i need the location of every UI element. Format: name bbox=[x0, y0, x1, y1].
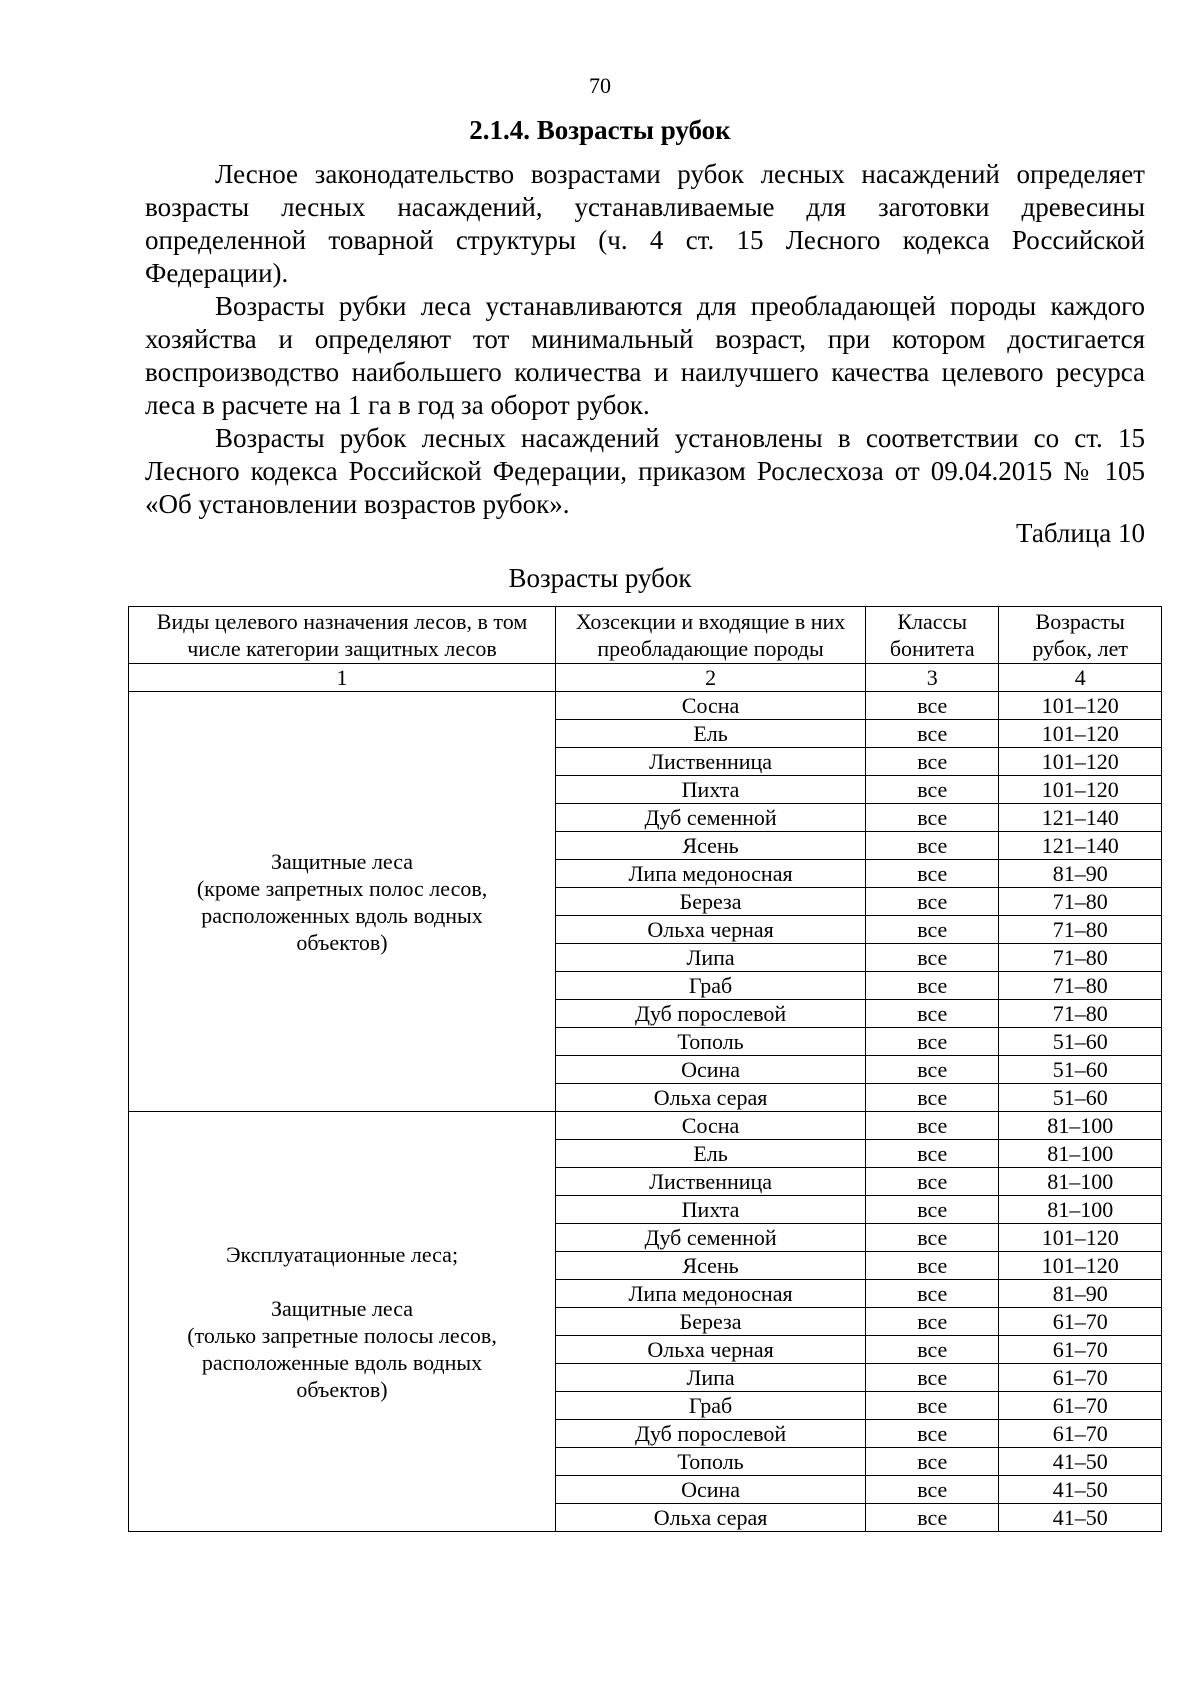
site-class-cell: все bbox=[866, 944, 999, 972]
body-text bbox=[145, 158, 1145, 521]
column-number: 4 bbox=[999, 664, 1162, 692]
species-cell: Липа медоносная bbox=[556, 860, 866, 888]
table-row bbox=[129, 1112, 1162, 1140]
site-class-cell: все bbox=[866, 1448, 999, 1476]
cutting-age-cell: 121–140 bbox=[999, 804, 1162, 832]
site-class-cell: все bbox=[866, 1476, 999, 1504]
category-line: Эксплуатационные леса; bbox=[225, 1241, 459, 1267]
site-class-cell: все bbox=[866, 1224, 999, 1252]
site-class-cell: все bbox=[866, 692, 999, 720]
species-cell: Сосна bbox=[556, 1112, 866, 1140]
table-title: Возрасты рубок bbox=[508, 563, 692, 593]
site-class-cell: все bbox=[866, 1140, 999, 1168]
cutting-age-cell: 101–120 bbox=[999, 1252, 1162, 1280]
species-cell: Осина bbox=[556, 1056, 866, 1084]
site-class-cell: все bbox=[866, 1280, 999, 1308]
species-cell: Граб bbox=[556, 972, 866, 1000]
site-class-cell: все bbox=[866, 1084, 999, 1112]
site-class-cell: все bbox=[866, 832, 999, 860]
cutting-age-cell: 121–140 bbox=[999, 832, 1162, 860]
paragraph-2: Возрасты рубки леса устанавливаются для преобладающей породы каждого хозяйства и определяют тот минимальный возраст, при котором достигается воспроизводство наибольшего количества и наилучшего качества целевого ресурса леса в расчете на 1 га в год за оборот рубок. bbox=[145, 291, 1145, 420]
cutting-age-cell: 51–60 bbox=[999, 1056, 1162, 1084]
cutting-age-cell: 61–70 bbox=[999, 1392, 1162, 1420]
cutting-age-cell: 81–90 bbox=[999, 1280, 1162, 1308]
site-class-cell: все bbox=[866, 1112, 999, 1140]
column-number: 1 bbox=[129, 664, 556, 692]
species-cell: Ольха черная bbox=[556, 1336, 866, 1364]
species-cell: Граб bbox=[556, 1392, 866, 1420]
category-line bbox=[133, 1268, 551, 1295]
site-class-cell: все bbox=[866, 804, 999, 832]
site-class-cell: все bbox=[866, 1000, 999, 1028]
species-cell: Тополь bbox=[556, 1448, 866, 1476]
column-number: 2 bbox=[556, 664, 866, 692]
cutting-age-cell: 61–70 bbox=[999, 1364, 1162, 1392]
cutting-age-cell: 41–50 bbox=[999, 1476, 1162, 1504]
cutting-age-cell: 71–80 bbox=[999, 1000, 1162, 1028]
table-header-row bbox=[129, 607, 1162, 664]
cutting-age-cell: 61–70 bbox=[999, 1308, 1162, 1336]
site-class-cell: все bbox=[866, 972, 999, 1000]
species-cell: Береза bbox=[556, 888, 866, 916]
cutting-age-cell: 71–80 bbox=[999, 888, 1162, 916]
header-site-class: Классы бонитета bbox=[866, 607, 999, 664]
cutting-age-cell: 41–50 bbox=[999, 1448, 1162, 1476]
column-number: 3 bbox=[866, 664, 999, 692]
site-class-cell: все bbox=[866, 1336, 999, 1364]
species-cell: Пихта bbox=[556, 776, 866, 804]
category-line: Защитные леса bbox=[271, 848, 414, 874]
header-species: Хозсекции и входящие в них преобладающие породы bbox=[556, 607, 866, 664]
site-class-cell: все bbox=[866, 1420, 999, 1448]
category-line: Защитные леса bbox=[271, 1295, 414, 1321]
header-purpose: Виды целевого назначения лесов, в том числе категории защитных лесов bbox=[129, 607, 556, 664]
site-class-cell: все bbox=[866, 860, 999, 888]
category-line: (только запретные полосы лесов, bbox=[187, 1322, 497, 1348]
cutting-age-cell: 81–100 bbox=[999, 1140, 1162, 1168]
site-class-cell: все bbox=[866, 1028, 999, 1056]
species-cell: Ольха черная bbox=[556, 916, 866, 944]
table-label: Таблица 10 bbox=[1016, 518, 1145, 548]
species-cell: Дуб семенной bbox=[556, 804, 866, 832]
page-number: 70 bbox=[589, 73, 611, 98]
cutting-age-cell: 71–80 bbox=[999, 916, 1162, 944]
category-line: (кроме запретных полос лесов, bbox=[196, 875, 488, 901]
cutting-age-cell: 51–60 bbox=[999, 1028, 1162, 1056]
species-cell: Сосна bbox=[556, 692, 866, 720]
category-cell bbox=[129, 1112, 556, 1532]
cutting-age-cell: 101–120 bbox=[999, 720, 1162, 748]
species-cell: Пихта bbox=[556, 1196, 866, 1224]
cutting-age-cell: 61–70 bbox=[999, 1336, 1162, 1364]
category-line: расположенных вдоль водных bbox=[201, 902, 483, 928]
site-class-cell: все bbox=[866, 1196, 999, 1224]
species-cell: Ель bbox=[556, 720, 866, 748]
species-cell: Дуб порослевой bbox=[556, 1000, 866, 1028]
cutting-ages-table bbox=[128, 606, 1162, 1532]
cutting-age-cell: 81–100 bbox=[999, 1112, 1162, 1140]
paragraph-3: Возрасты рубок лесных насаждений установлены в соответствии со ст. 15 Лесного кодекса Российской Федерации, приказом Рослесхоза от 09.04.2015 № 105 «Об установлении возрастов рубок». bbox=[145, 423, 1145, 519]
category-line: расположенные вдоль водных bbox=[201, 1349, 483, 1375]
species-cell: Ель bbox=[556, 1140, 866, 1168]
site-class-cell: все bbox=[866, 776, 999, 804]
site-class-cell: все bbox=[866, 1308, 999, 1336]
site-class-cell: все bbox=[866, 916, 999, 944]
header-cutting-age: Возрасты рубок, лет bbox=[999, 607, 1162, 664]
cutting-age-cell: 81–100 bbox=[999, 1168, 1162, 1196]
species-cell: Дуб порослевой bbox=[556, 1420, 866, 1448]
species-cell: Дуб семенной bbox=[556, 1224, 866, 1252]
category-line: объектов) bbox=[296, 1376, 388, 1402]
site-class-cell: все bbox=[866, 1504, 999, 1532]
species-cell: Липа медоносная bbox=[556, 1280, 866, 1308]
species-cell: Ольха серая bbox=[556, 1504, 866, 1532]
site-class-cell: все bbox=[866, 1364, 999, 1392]
site-class-cell: все bbox=[866, 1252, 999, 1280]
category-cell bbox=[129, 692, 556, 1112]
site-class-cell: все bbox=[866, 1392, 999, 1420]
species-cell: Липа bbox=[556, 1364, 866, 1392]
species-cell: Тополь bbox=[556, 1028, 866, 1056]
paragraph-1: Лесное законодательство возрастами рубок лесных насаждений определяет возрасты лесных насаждений, устанавливаемые для заготовки древесины определенной товарной структуры (ч. 4 ст. 15 Лесного кодекса Российской Федерации). bbox=[145, 159, 1145, 288]
site-class-cell: все bbox=[866, 888, 999, 916]
table-body bbox=[129, 692, 1162, 1532]
species-cell: Береза bbox=[556, 1308, 866, 1336]
site-class-cell: все bbox=[866, 748, 999, 776]
site-class-cell: все bbox=[866, 1056, 999, 1084]
cutting-age-cell: 71–80 bbox=[999, 944, 1162, 972]
cutting-age-cell: 81–100 bbox=[999, 1196, 1162, 1224]
species-cell: Ясень bbox=[556, 1252, 866, 1280]
cutting-age-cell: 81–90 bbox=[999, 860, 1162, 888]
cutting-age-cell: 41–50 bbox=[999, 1504, 1162, 1532]
cutting-age-cell: 101–120 bbox=[999, 748, 1162, 776]
species-cell: Лиственница bbox=[556, 748, 866, 776]
species-cell: Ясень bbox=[556, 832, 866, 860]
site-class-cell: все bbox=[866, 720, 999, 748]
cutting-age-cell: 71–80 bbox=[999, 972, 1162, 1000]
cutting-age-cell: 51–60 bbox=[999, 1084, 1162, 1112]
cutting-age-cell: 101–120 bbox=[999, 692, 1162, 720]
site-class-cell: все bbox=[866, 1168, 999, 1196]
category-line: объектов) bbox=[296, 929, 388, 955]
cutting-age-cell: 101–120 bbox=[999, 776, 1162, 804]
section-title: 2.1.4. Возрасты рубок bbox=[469, 115, 731, 145]
cutting-age-cell: 101–120 bbox=[999, 1224, 1162, 1252]
column-number-row bbox=[129, 664, 1162, 692]
table-row bbox=[129, 692, 1162, 720]
species-cell: Лиственница bbox=[556, 1168, 866, 1196]
species-cell: Осина bbox=[556, 1476, 866, 1504]
species-cell: Ольха серая bbox=[556, 1084, 866, 1112]
cutting-age-cell: 61–70 bbox=[999, 1420, 1162, 1448]
species-cell: Липа bbox=[556, 944, 866, 972]
